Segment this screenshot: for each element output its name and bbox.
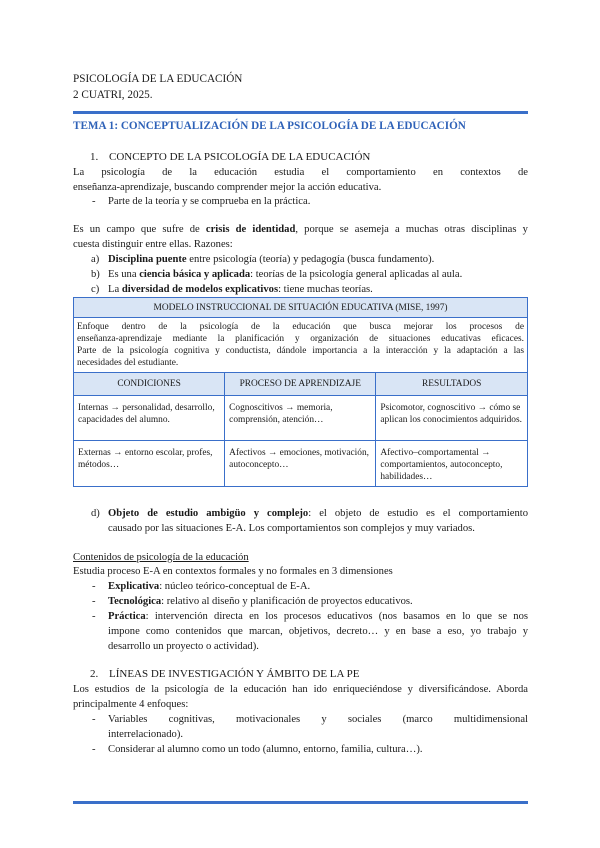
column-header-condiciones: CONDICIONES <box>74 373 225 396</box>
course-title: PSICOLOGÍA DE LA EDUCACIÓN <box>73 73 243 85</box>
identity-line2: cuesta distinguir entre ellas. Razones: <box>73 239 233 250</box>
section2-item1-line2: interrelacionado). <box>108 729 183 740</box>
section1-para-line1: La psicología de la educación estudia el comportamiento en contextos de <box>73 167 528 178</box>
column-header-resultados: RESULTADOS <box>376 373 528 396</box>
reason-b: Es una ciencia básica y aplicada: teorías de la psicología general aplicadas al aula. <box>108 269 463 280</box>
section1-para-line2: enseñanza-aprendizaje, buscando comprender mejor la acción educativa. <box>73 182 382 193</box>
section1-heading <box>90 151 370 163</box>
section1-bullet1: Parte de la teoría y se comprueba en la práctica. <box>108 196 311 207</box>
bullet-dash: - <box>92 196 96 207</box>
reason-a: Disciplina puente entre psicología (teoría) y pedagogía (busca fundamento). <box>108 254 435 265</box>
practica-line2: impone como contenidos que marcan, objetivos, decreto… y en base a eso, yo trabajo y <box>108 626 528 637</box>
table-cell: Internas → personalidad, desarrollo, capacidades del alumno. <box>74 396 225 441</box>
mise-table <box>73 297 528 487</box>
reason-d-marker: d) <box>91 508 100 519</box>
column-header-proceso: PROCESO DE APRENDIZAJE <box>225 373 376 396</box>
section2-heading <box>90 668 359 680</box>
bullet-dash: - <box>92 744 96 755</box>
reason-c-marker: c) <box>91 284 100 295</box>
table-row <box>74 396 528 441</box>
section1-title: CONCEPTO DE LA PSICOLOGÍA DE LA EDUCACIÓN <box>109 151 371 163</box>
mise-table-description: Enfoque dentro de la psicología de la educación que busca mejorar los procesos de enseñanza-aprendizaje mediante la planificación y organización de situaciones educativas eficaces. Parte de la psicología cognitiva y conductista, dándole importancia a la interacción y la adaptación a las necesidades del estudiante. <box>74 318 528 373</box>
section2-title: LÍNEAS DE INVESTIGACIÓN Y ÁMBITO DE LA PE <box>109 668 360 680</box>
contents-heading: Contenidos de psicología de la educación <box>73 552 249 563</box>
table-cell: Cognoscitivos → memoria, comprensión, atención… <box>225 396 376 441</box>
contents-item-practica: Práctica: intervención directa en los procesos educativos (nos basamos en lo que se nos <box>108 611 528 622</box>
bullet-dash: - <box>92 714 96 725</box>
table-row <box>74 441 528 487</box>
reason-b-marker: b) <box>91 269 100 280</box>
identity-bold: crisis de identidad <box>205 224 296 235</box>
header-rule <box>73 111 528 114</box>
topic-title: TEMA 1: CONCEPTUALIZACIÓN DE LA PSICOLOGÍA DE LA EDUCACIÓN <box>73 120 466 132</box>
table-cell: Externas → entorno escolar, profes, métodos… <box>74 441 225 487</box>
reason-d-line1: Objeto de estudio ambigüo y complejo: el objeto de estudio es el comportamiento <box>108 508 529 519</box>
contents-item-tecnologica: Tecnológica: relativo al diseño y planificación de proyectos educativos. <box>108 596 413 607</box>
footer-rule <box>73 801 528 804</box>
course-term: 2 CUATRI, 2025. <box>73 89 153 101</box>
mise-table-title: MODELO INSTRUCCIONAL DE SITUACIÓN EDUCATIVA (MISE, 1997) <box>74 298 528 318</box>
contents-intro: Estudia proceso E-A en contextos formales y no formales en 3 dimensiones <box>73 566 393 577</box>
table-cell: Psicomotor, cognoscitivo → cómo se aplican los conocimientos adquiridos. <box>376 396 528 441</box>
identity-line1: Es un campo que sufre de crisis de identidad, porque se asemeja a muchas otras disciplinas y <box>73 224 528 235</box>
bullet-dash: - <box>92 581 96 592</box>
bullet-dash: - <box>92 611 96 622</box>
bullet-dash: - <box>92 596 96 607</box>
practica-line3: desarrollo un proyecto o actividad). <box>108 641 259 652</box>
section2-para-line2: principalmente 4 enfoques: <box>73 699 189 710</box>
section2-item1-line1: Variables cognitivas, motivacionales y sociales (marco multidimensional <box>108 714 528 725</box>
table-cell: Afectivos → emociones, motivación, autoconcepto… <box>225 441 376 487</box>
reason-a-marker: a) <box>91 254 100 265</box>
section2-number: 2. <box>90 668 99 680</box>
reason-d-line2: causado por las situaciones E-A. Los comportamientos son complejos y muy variados. <box>108 523 475 534</box>
table-cell: Afectivo–comportamental → comportamientos, autoconcepto, habilidades… <box>376 441 528 487</box>
section2-item2: Considerar al alumno como un todo (alumno, entorno, familia, cultura…). <box>108 744 423 755</box>
section1-number: 1. <box>90 151 99 163</box>
section2-para-line1: Los estudios de la psicología de la educación han ido enriqueciéndose y diversificándose. Aborda <box>73 684 528 695</box>
reason-c: La diversidad de modelos explicativos: tiene muchas teorías. <box>108 284 373 295</box>
contents-item-explicativa: Explicativa: núcleo teórico-conceptual de E-A. <box>108 581 311 592</box>
